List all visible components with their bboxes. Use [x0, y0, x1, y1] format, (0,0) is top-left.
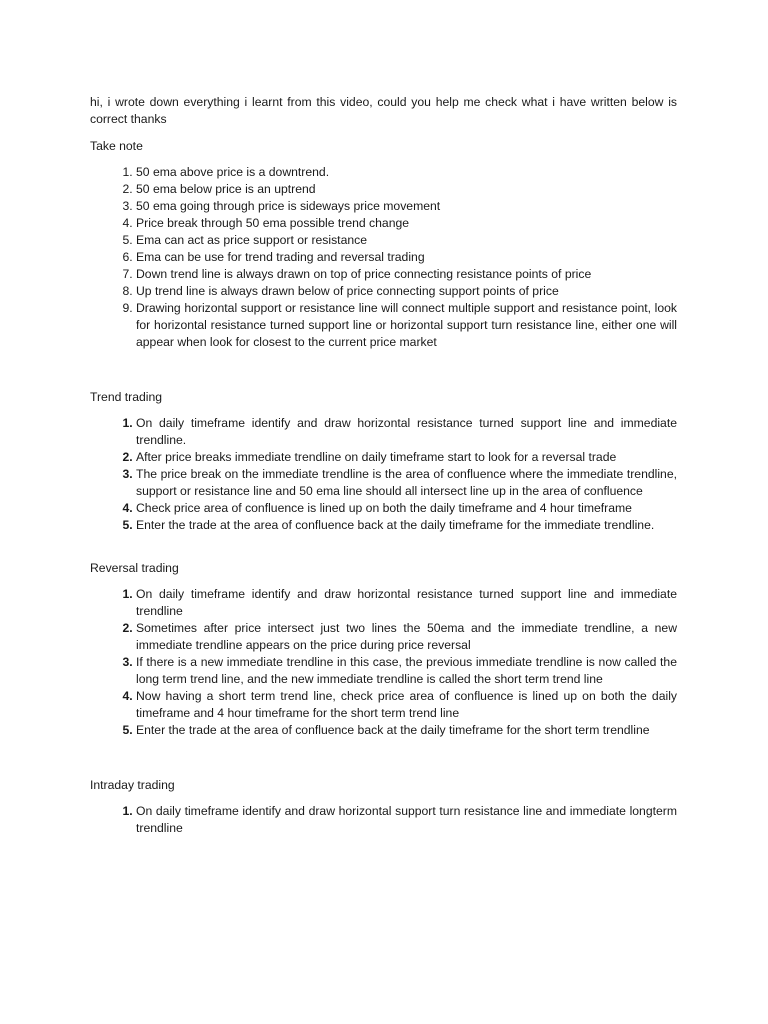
list-item: 3. 50 ema going through price is sideways price movement	[136, 198, 677, 215]
list-item: 1. On daily timeframe identify and draw horizontal resistance turned support line and immediate trendline	[136, 586, 677, 620]
take-note-list	[90, 164, 677, 351]
trend-trading-list	[90, 415, 677, 534]
reversal-trading-heading: Reversal trading	[90, 561, 179, 575]
list-item: 5. Enter the trade at the area of confluence back at the daily timeframe for the short term trendline	[136, 722, 677, 739]
list-item: 1. On daily timeframe identify and draw horizontal resistance turned support line and immediate trendline.	[136, 415, 677, 449]
intraday-trading-list	[90, 803, 677, 837]
reversal-trading-list	[90, 586, 677, 739]
list-item: 5. Enter the trade at the area of confluence back at the daily timeframe for the immediate trendline.	[136, 517, 677, 534]
trend-trading-heading: Trend trading	[90, 390, 163, 404]
list-item: 4. Price break through 50 ema possible trend change	[136, 215, 677, 232]
list-item: 9. Drawing horizontal support or resistance line will connect multiple support and resistance point, look for horizontal resistance turned support line or horizontal support turn resistance line, either one will appear when look for closest to the current price market	[136, 300, 677, 351]
list-item: 3. If there is a new immediate trendline in this case, the previous immediate trendline is now called the long term trend line, and the new immediate trendline is called the short term trend line	[136, 654, 677, 688]
list-item: 6. Ema can be use for trend trading and reversal trading	[136, 249, 677, 266]
list-item: 7. Down trend line is always drawn on top of price connecting resistance points of price	[136, 266, 677, 283]
list-item: 4. Check price area of confluence is lined up on both the daily timeframe and 4 hour timeframe	[136, 500, 677, 517]
take-note-heading: Take note	[90, 139, 143, 153]
list-item: 5. Ema can act as price support or resistance	[136, 232, 677, 249]
list-item: 4. Now having a short term trend line, check price area of confluence is lined up on both the daily timeframe and 4 hour timeframe for the short term trend line	[136, 688, 677, 722]
intro-text: hi, i wrote down everything i learnt from this video, could you help me check what i have written below is correct thanks	[90, 95, 677, 126]
document-page	[90, 94, 677, 837]
list-item: 1. On daily timeframe identify and draw horizontal support turn resistance line and immediate longterm trendline	[136, 803, 677, 837]
list-item: 2. Sometimes after price intersect just two lines the 50ema and the immediate trendline, a new immediate trendline appears on the price during price reversal	[136, 620, 677, 654]
intraday-trading-heading: Intraday trading	[90, 778, 175, 792]
list-item: 2. 50 ema below price is an uptrend	[136, 181, 677, 198]
list-item: 3. The price break on the immediate trendline is the area of confluence where the immediate trendline, support or resistance line and 50 ema line should all intersect line up in the area of confluence	[136, 466, 677, 500]
list-item: 8. Up trend line is always drawn below of price connecting support points of price	[136, 283, 677, 300]
list-item: 1. 50 ema above price is a downtrend.	[136, 164, 677, 181]
list-item: 2. After price breaks immediate trendline on daily timeframe start to look for a reversal trade	[136, 449, 677, 466]
